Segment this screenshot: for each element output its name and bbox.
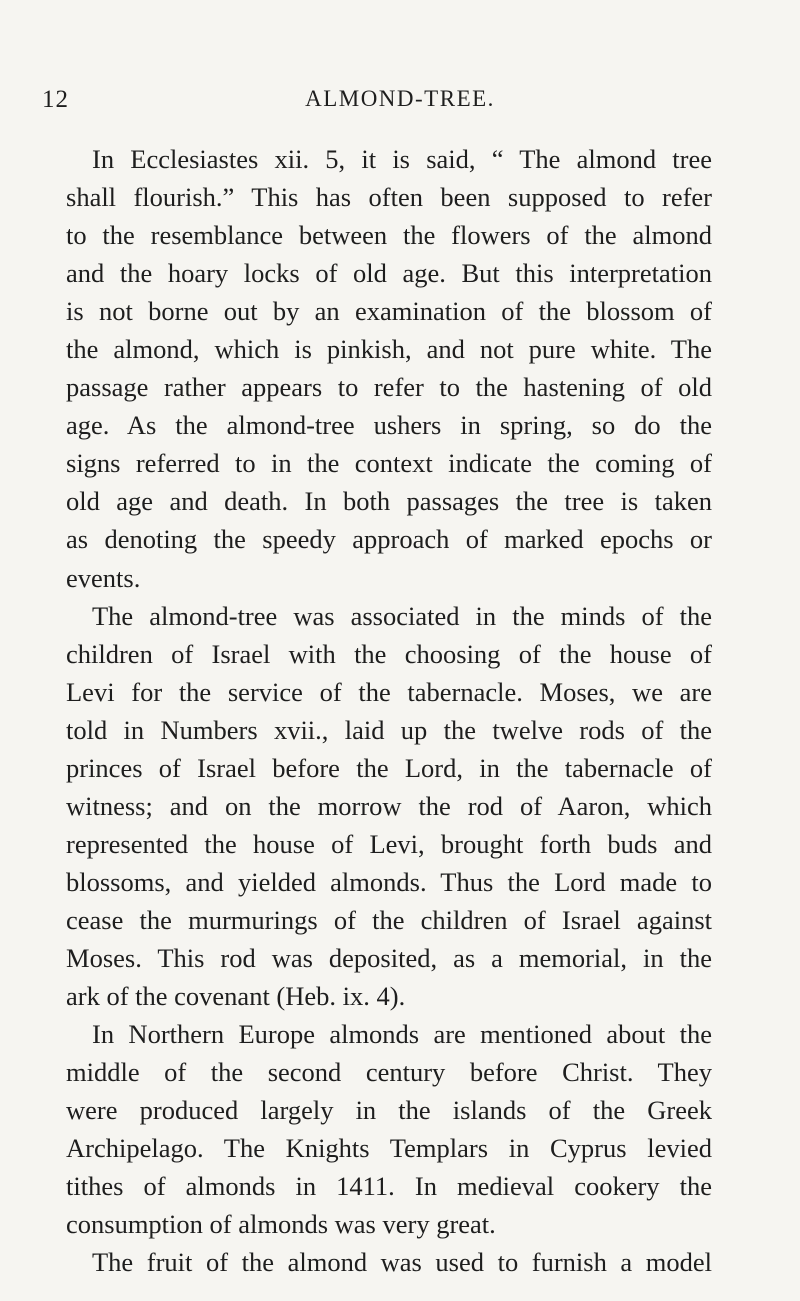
text-line: princes of Israel before the Lord, in the tabernacle of <box>66 752 712 783</box>
text-line: age. As the almond-tree ushers in spring, so do the <box>66 410 712 441</box>
text-line: as denoting the speedy approach of marked epochs or <box>66 524 712 555</box>
text-line: cease the murmurings of the children of Israel against <box>66 904 712 935</box>
text-line: The almond-tree was associated in the minds of the <box>92 600 712 631</box>
text-line: tithes of almonds in 1411. In medieval cookery the <box>66 1171 712 1202</box>
text-line: were produced largely in the islands of the Greek <box>66 1095 712 1126</box>
text-line: shall flourish.” This has often been supposed to refer <box>66 182 712 213</box>
text-line: middle of the second century before Christ. They <box>66 1057 712 1088</box>
text-line: blossoms, and yielded almonds. Thus the Lord made to <box>66 866 712 897</box>
text-line: passage rather appears to refer to the hastening of old <box>66 372 712 403</box>
text-line: old age and death. In both passages the tree is taken <box>66 486 712 517</box>
text-line: is not borne out by an examination of the blossom of <box>66 296 712 327</box>
text-line: consumption of almonds was very great. <box>66 1209 496 1240</box>
text-line: Levi for the service of the tabernacle. Moses, we are <box>66 676 712 707</box>
text-line: signs referred to in the context indicate the coming of <box>66 448 712 479</box>
text-line: and the hoary locks of old age. But this interpretation <box>66 258 712 289</box>
body-text <box>66 140 712 1281</box>
page-number: 12 <box>42 86 69 113</box>
text-line: represented the house of Levi, brought forth buds and <box>66 828 712 859</box>
text-line: told in Numbers xvii., laid up the twelve rods of the <box>66 714 712 745</box>
text-line: In Northern Europe almonds are mentioned about the <box>92 1019 712 1050</box>
text-line: children of Israel with the choosing of the house of <box>66 638 712 669</box>
text-line: ark of the covenant (Heb. ix. 4). <box>66 981 406 1012</box>
text-line: Archipelago. The Knights Templars in Cyprus levied <box>66 1133 712 1164</box>
text-line: In Ecclesiastes xii. 5, it is said, “ The almond tree <box>92 144 712 174</box>
text-line: events. <box>66 562 141 593</box>
text-line: Moses. This rod was deposited, as a memorial, in the <box>66 942 712 973</box>
text-line: the almond, which is pinkish, and not pure white. The <box>66 334 712 365</box>
text-line: witness; and on the morrow the rod of Aaron, which <box>66 790 712 821</box>
running-title: ALMOND-TREE. <box>305 86 495 111</box>
text-line: The fruit of the almond was used to furnish a model <box>92 1247 712 1278</box>
text-line: to the resemblance between the flowers of the almond <box>66 220 712 251</box>
